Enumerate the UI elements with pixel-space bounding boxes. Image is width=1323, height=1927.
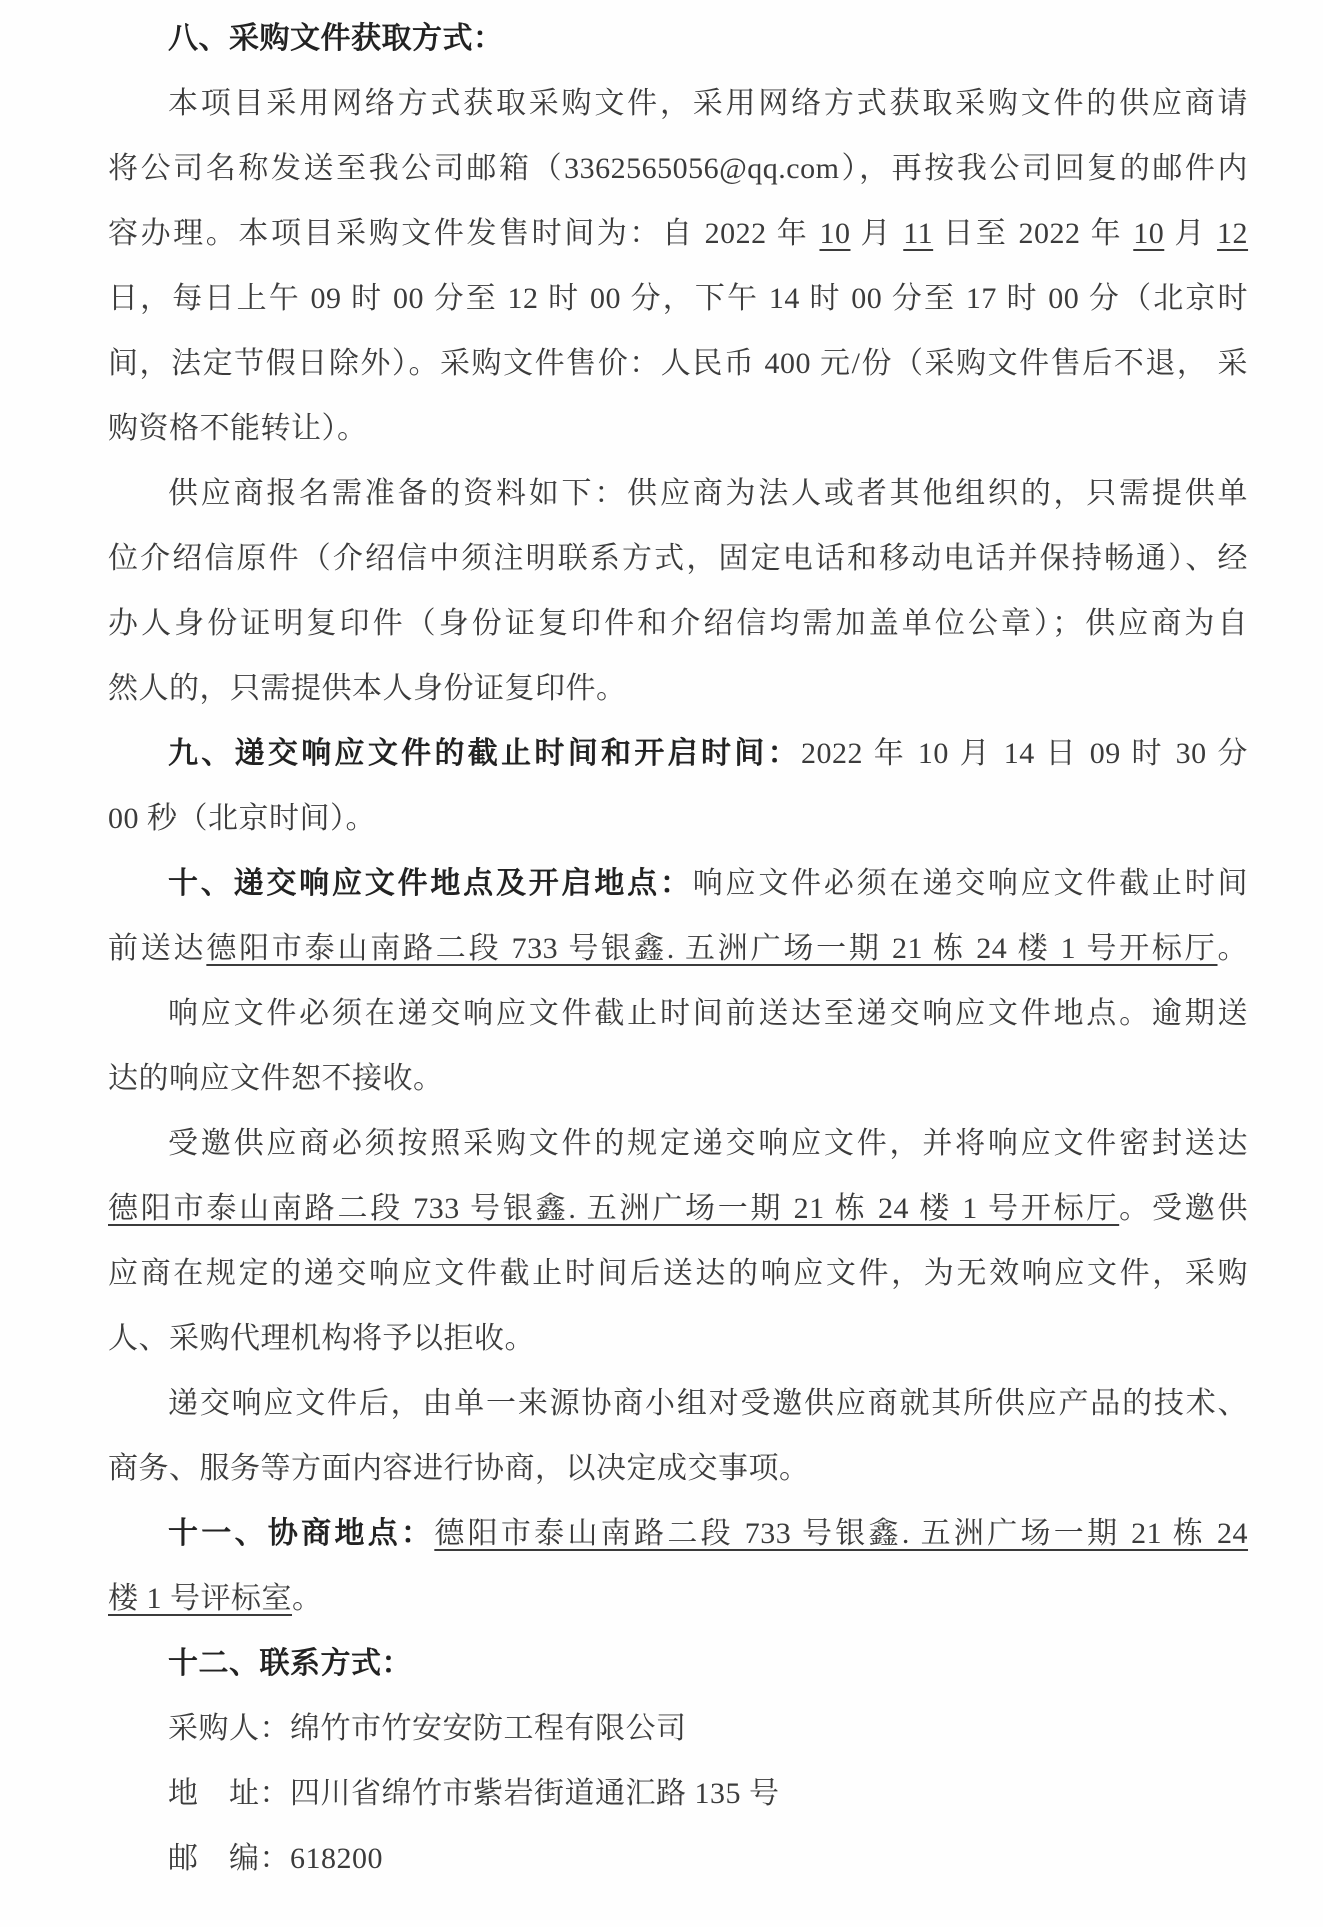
body-line bbox=[108, 71, 1248, 136]
text-run: 间，法定节假日除外）。采购文件售价：人民币 400 元/份（采购文件售后不退， 采 bbox=[108, 347, 1248, 380]
body-line bbox=[108, 786, 1248, 851]
text-run: 应商在规定的递交响应文件截止时间后送达的响应文件，为无效响应文件，采购 bbox=[108, 1257, 1248, 1290]
contact-address-line bbox=[108, 1761, 1248, 1826]
section-label: 八、采购文件获取方式： bbox=[168, 22, 504, 55]
body-line bbox=[108, 201, 1248, 266]
section-label: 十二、联系方式： bbox=[168, 1647, 412, 1680]
purchaser-address: 地 址：四川省绵竹市紫岩街道通汇路 135 号 bbox=[168, 1777, 780, 1810]
body-line bbox=[108, 331, 1248, 396]
text-run: 月 bbox=[850, 217, 904, 250]
body-line bbox=[108, 136, 1248, 201]
text-run: 。受邀供 bbox=[1119, 1192, 1249, 1225]
section-12-heading bbox=[108, 1631, 1248, 1696]
text-run: 然人的，只需提供本人身份证复印件。 bbox=[108, 672, 627, 705]
body-line bbox=[108, 1176, 1248, 1241]
text-run: 日，每日上午 09 时 00 分至 12 时 00 分，下午 14 时 00 分至 17 时 00 分（北京时 bbox=[108, 282, 1248, 315]
body-line bbox=[108, 981, 1248, 1046]
underlined-date: 10 bbox=[1133, 217, 1165, 250]
underlined-address: 德阳市泰山南路二段 733 号银鑫. 五洲广场一期 21 栋 24 bbox=[434, 1517, 1249, 1550]
underlined-date: 11 bbox=[903, 217, 934, 250]
text-run: 位介绍信原件（介绍信中须注明联系方式，固定电话和移动电话并保持畅通）、经 bbox=[108, 542, 1248, 575]
body-line bbox=[108, 396, 1248, 461]
underlined-date: 12 bbox=[1217, 217, 1249, 250]
section-9-line bbox=[108, 721, 1248, 786]
body-line bbox=[108, 916, 1248, 981]
body-line bbox=[108, 1111, 1248, 1176]
text-run: 00 秒（北京时间）。 bbox=[108, 802, 376, 835]
postcode-value: 邮 编：618200 bbox=[168, 1842, 383, 1875]
section-8-heading bbox=[108, 6, 1248, 71]
body-line bbox=[108, 266, 1248, 331]
text-run: 。 bbox=[292, 1582, 323, 1615]
text-run: 本项目采用网络方式获取采购文件，采用网络方式获取采购文件的供应商请 bbox=[168, 87, 1248, 120]
underlined-address: 德阳市泰山南路二段 733 号银鑫. 五洲广场一期 21 栋 24 楼 1 号开标厅 bbox=[108, 1192, 1120, 1225]
body-line bbox=[108, 1241, 1248, 1306]
text-run: 办人身份证明复印件（身份证复印件和介绍信均需加盖单位公章）；供应商为自 bbox=[108, 607, 1248, 640]
text-run: 购资格不能转让）。 bbox=[108, 412, 368, 445]
text-run: 月 bbox=[1164, 217, 1218, 250]
text-run: 。 bbox=[1217, 932, 1249, 965]
body-line bbox=[108, 1436, 1248, 1501]
text-run: 供应商报名需准备的资料如下：供应商为法人或者其他组织的，只需提供单 bbox=[168, 477, 1248, 510]
body-line bbox=[108, 1046, 1248, 1111]
deadline-value: 2022 年 10 月 14 日 09 时 30 分 bbox=[800, 737, 1248, 770]
section-10-line bbox=[108, 851, 1248, 916]
text-run: 达的响应文件恕不接收。 bbox=[108, 1062, 444, 1095]
body-line bbox=[108, 526, 1248, 591]
text-run: 将公司名称发送至我公司邮箱（3362565056@qq.com），再按我公司回复的邮件内 bbox=[108, 152, 1248, 185]
section-label: 十一、协商地点： bbox=[168, 1517, 435, 1550]
section-11-line bbox=[108, 1501, 1248, 1566]
contact-postcode-line bbox=[108, 1826, 1248, 1891]
text-run: 响应文件必须在递交响应文件截止时间前送达至递交响应文件地点。逾期送 bbox=[168, 997, 1248, 1030]
underlined-address: 楼 1 号评标室 bbox=[108, 1582, 292, 1615]
text-run: 响应文件必须在递交响应文件截止时间 bbox=[692, 867, 1248, 900]
contact-purchaser-line bbox=[108, 1696, 1248, 1761]
section-label: 十、递交响应文件地点及开启地点： bbox=[168, 867, 693, 900]
body-line bbox=[108, 656, 1248, 721]
text-run: 受邀供应商必须按照采购文件的规定递交响应文件，并将响应文件密封送达 bbox=[168, 1127, 1248, 1160]
body-line bbox=[108, 1566, 1248, 1631]
underlined-date: 10 bbox=[819, 217, 851, 250]
text-run: 日至 2022 年 bbox=[933, 217, 1134, 250]
body-line bbox=[108, 1306, 1248, 1371]
body-line bbox=[108, 1371, 1248, 1436]
body-line bbox=[108, 591, 1248, 656]
purchaser-name: 采购人：绵竹市竹安安防工程有限公司 bbox=[168, 1712, 687, 1745]
text-run: 人、采购代理机构将予以拒收。 bbox=[108, 1322, 535, 1355]
text-run: 商务、服务等方面内容进行协商，以决定成交事项。 bbox=[108, 1452, 810, 1485]
section-label: 九、递交响应文件的截止时间和开启时间： bbox=[168, 737, 801, 770]
underlined-address: 德阳市泰山南路二段 733 号银鑫. 五洲广场一期 21 栋 24 楼 1 号开标厅 bbox=[206, 932, 1218, 965]
text-run: 容办理。本项目采购文件发售时间为：自 2022 年 bbox=[108, 217, 820, 250]
text-run: 前送达 bbox=[108, 932, 207, 965]
text-run: 递交响应文件后，由单一来源协商小组对受邀供应商就其所供应产品的技术、 bbox=[168, 1387, 1248, 1420]
body-line bbox=[108, 461, 1248, 526]
